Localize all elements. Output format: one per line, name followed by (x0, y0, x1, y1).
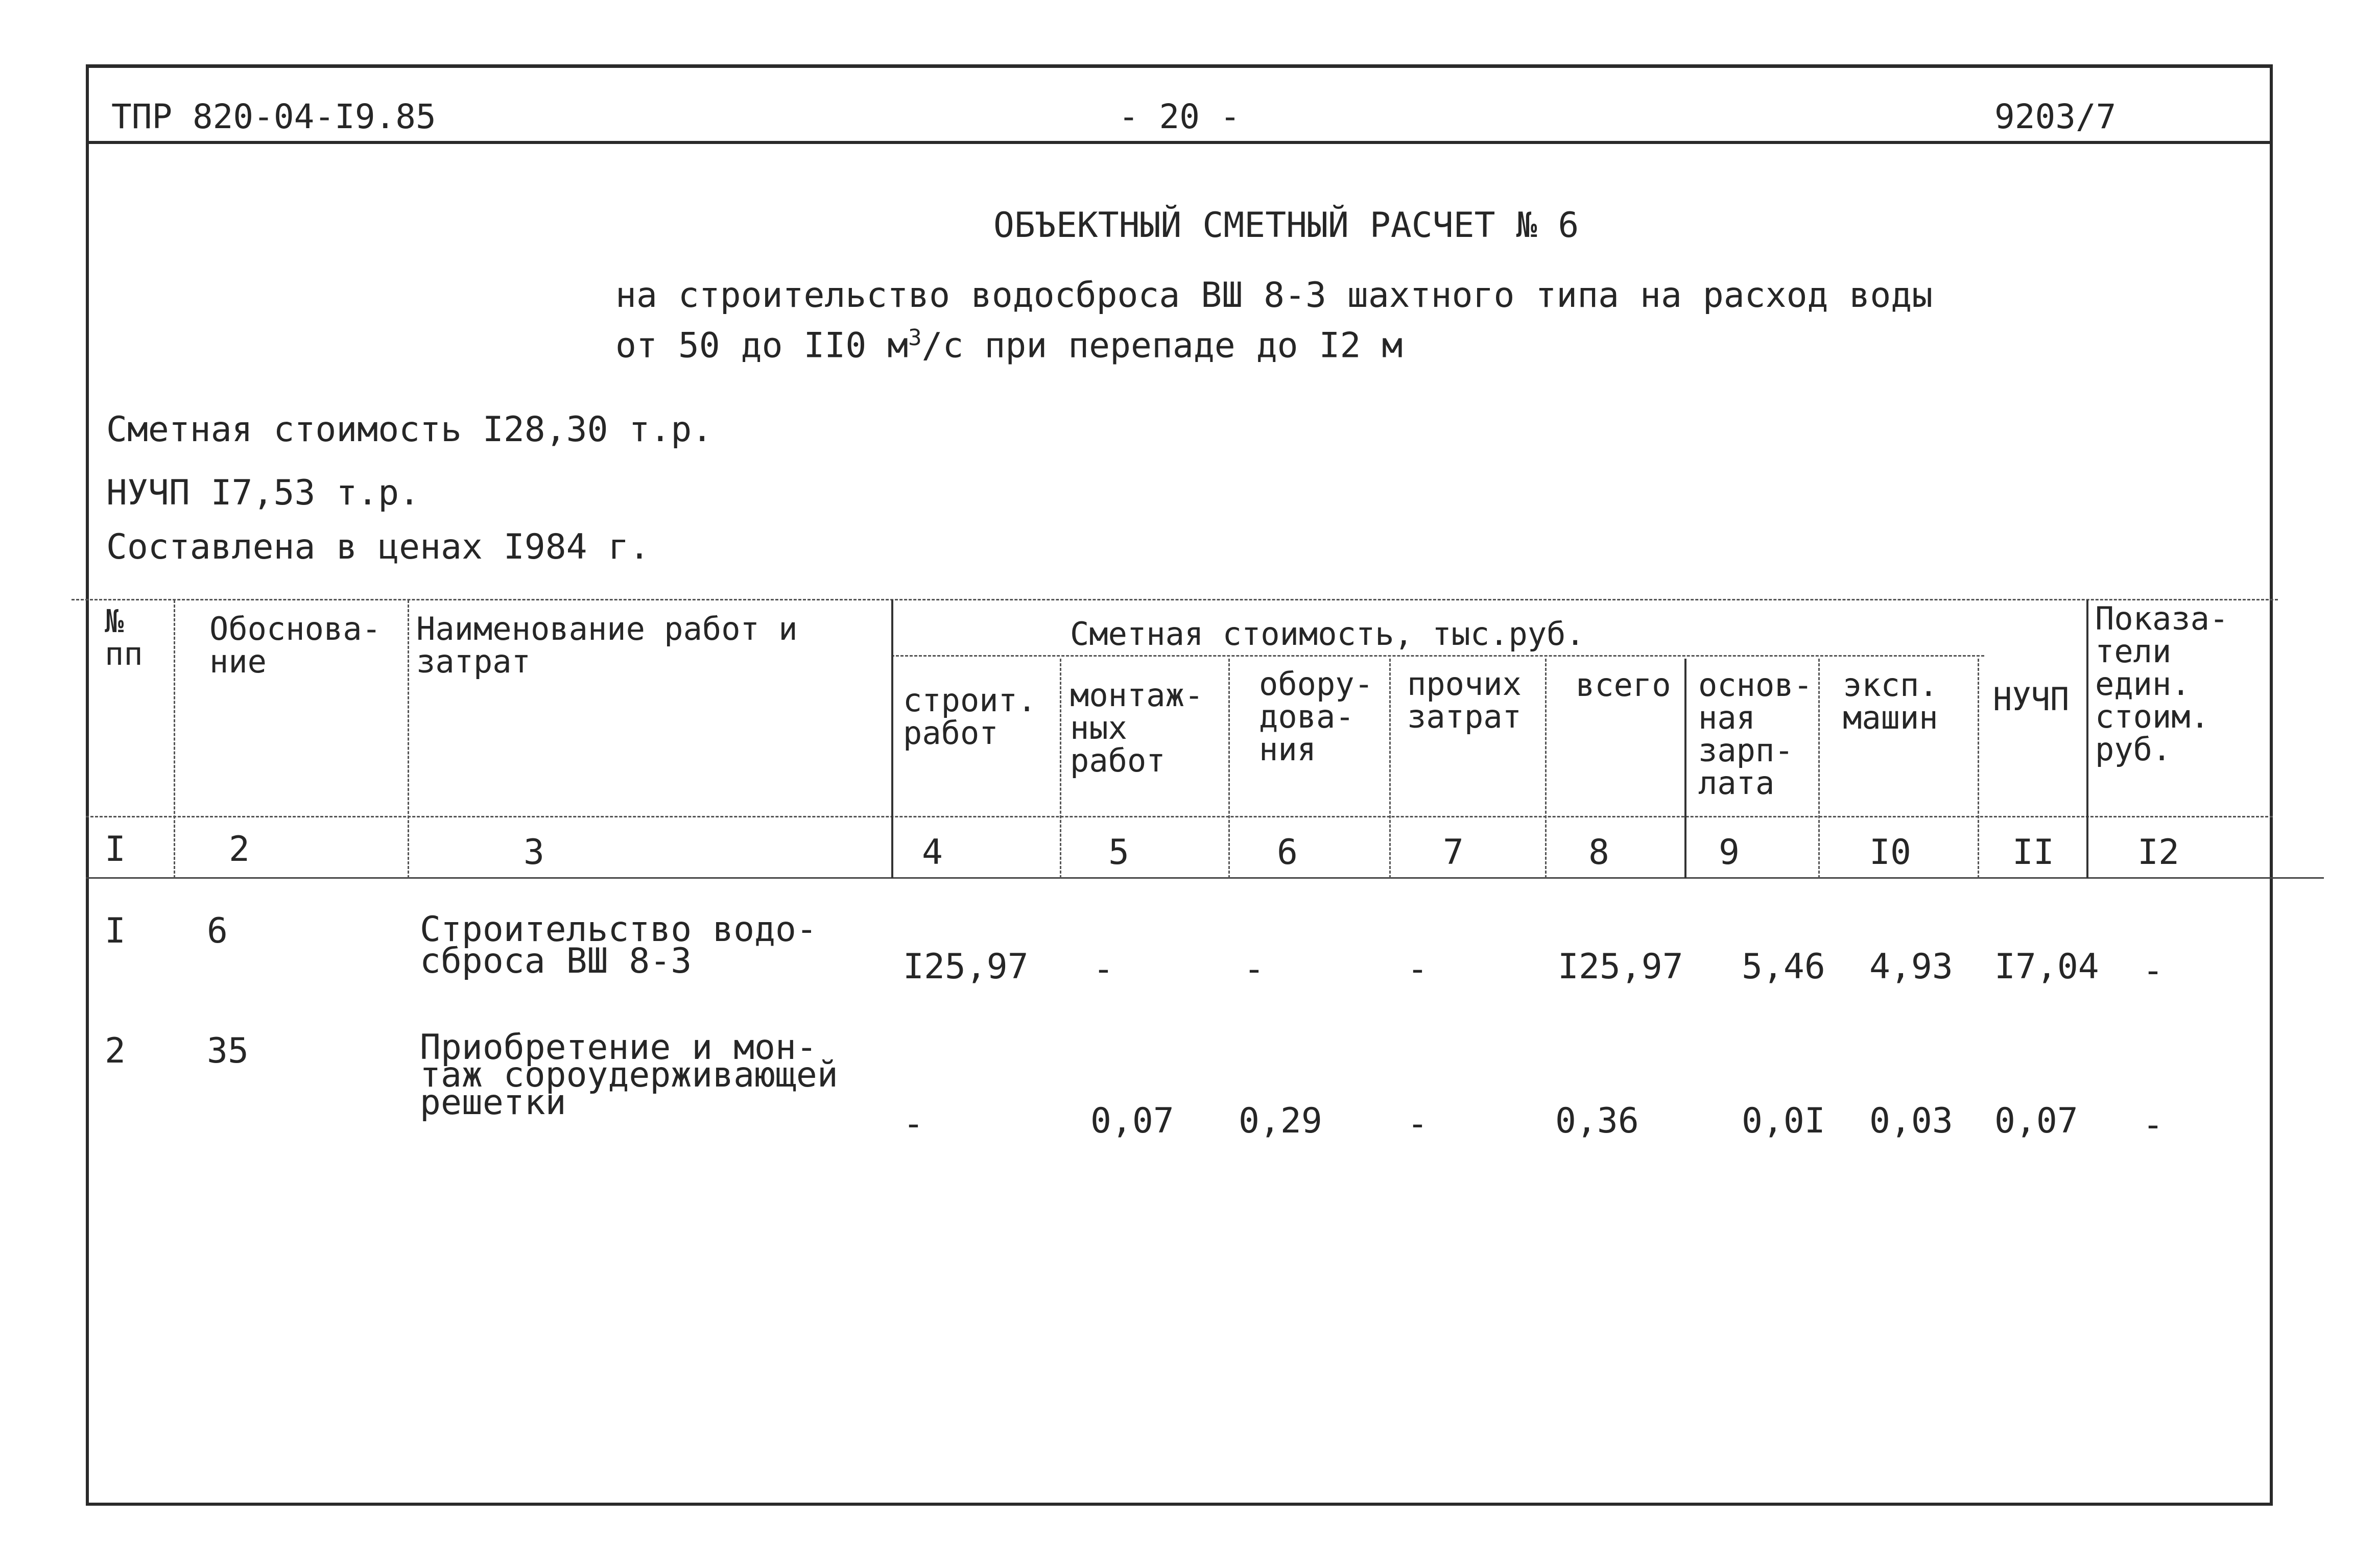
col-divider-6 (1389, 659, 1391, 878)
header-c7: прочих затрат (1407, 665, 1522, 735)
col-divider-1 (174, 600, 175, 878)
header-c11: НУЧП (1993, 681, 2070, 718)
row-c9: 0,0I (1742, 1101, 1825, 1141)
col-number-3: 3 (524, 832, 544, 873)
row-num: 2 (105, 1031, 126, 1071)
col-divider-10 (1978, 659, 1979, 878)
col-divider-9 (1818, 659, 1820, 878)
group-header-underline (891, 655, 1984, 657)
row-c4: I25,97 (903, 947, 1029, 987)
row-c6: 0,29 (1239, 1101, 1322, 1141)
row-c8: 0,36 (1555, 1101, 1639, 1141)
estimated-cost: Сметная стоимость I28,30 т.р. (106, 409, 713, 450)
nuchp-total: НУЧП I7,53 т.р. (106, 473, 420, 513)
header-bottom-border (86, 816, 2273, 817)
row-name: Строительство водо- сброса ВШ 8-3 (420, 909, 817, 981)
row-c5: - (1093, 949, 1114, 990)
col-number-2: 2 (229, 829, 250, 870)
col-divider-4 (1060, 659, 1061, 878)
col-divider-5 (1228, 659, 1230, 878)
row-num: I (105, 911, 126, 951)
col-number-7: 7 (1443, 832, 1464, 873)
row-name: Приобретение и мон- таж сороудерживающей решетки (420, 1027, 838, 1123)
document-code: ТПР 820-04-I9.85 (111, 97, 436, 136)
row-c10: 4,93 (1869, 947, 1953, 987)
col-divider-11 (2086, 600, 2088, 878)
row-c9: 5,46 (1742, 947, 1825, 987)
header-c12: Показа- тели един. стоим. руб. (2095, 600, 2229, 768)
col-number-5: 5 (1108, 832, 1129, 873)
header-cost-group: Сметная стоимость, тыс.руб. (1070, 615, 1585, 653)
col-number-9: 9 (1719, 832, 1740, 873)
header-divider (86, 141, 2273, 144)
col-divider-3 (891, 600, 893, 878)
page-number: - 20 - (1119, 97, 1241, 136)
col-number-1: I (105, 829, 126, 870)
col-divider-7 (1545, 659, 1547, 878)
row-basis: 35 (207, 1031, 249, 1071)
header-c10: эксп. машин (1843, 666, 1938, 736)
header-name: Наименование работ и затрат (416, 610, 798, 680)
header-c4: строит. работ (903, 682, 1037, 752)
table-top-border (72, 599, 2278, 600)
header-num: № пп (105, 602, 143, 672)
row-c12: - (2143, 951, 2164, 991)
row-c4: - (903, 1104, 924, 1144)
row-c11: I7,04 (1994, 947, 2099, 987)
col-number-4: 4 (922, 832, 943, 873)
row-c5: 0,07 (1090, 1101, 1174, 1141)
row-c11: 0,07 (1994, 1101, 2078, 1141)
col-divider-8 (1684, 659, 1686, 878)
title-subtitle-line1: на строительство водосброса ВШ 8-3 шахтного типа на расход воды (615, 275, 1933, 316)
price-basis: Составлена в ценах I984 г. (106, 527, 650, 567)
col-divider-2 (408, 600, 409, 878)
header-c8: всего (1576, 666, 1671, 704)
row-c7: - (1407, 1104, 1428, 1144)
col-number-8: 8 (1588, 832, 1609, 873)
row-c7: - (1407, 949, 1428, 990)
document-number: 9203/7 (1994, 97, 2117, 136)
column-numbers-bottom-border (86, 877, 2324, 879)
page-title: ОБЪЕКТНЫЙ СМЕТНЫЙ РАСЧЕТ № 6 (993, 205, 1579, 246)
col-number-12: I2 (2137, 832, 2179, 873)
row-basis: 6 (207, 911, 228, 951)
header-c9: основ- ная зарп- лата (1698, 666, 1813, 802)
row-c6: - (1244, 949, 1265, 990)
row-c8: I25,97 (1558, 947, 1683, 987)
header-c5: монтаж- ных работ (1070, 677, 1204, 779)
header-c6: обору- дова- ния (1259, 665, 1373, 768)
col-number-10: I0 (1869, 832, 1911, 873)
header-basis: Обоснова- ние (209, 610, 381, 680)
title-subtitle-line2: от 50 до II0 $м^3/с$ при перепаде до I2 м (615, 325, 1403, 366)
row-c10: 0,03 (1869, 1101, 1953, 1141)
col-number-6: 6 (1277, 832, 1298, 873)
col-number-11: II (2012, 832, 2054, 873)
row-c12: - (2143, 1105, 2164, 1145)
